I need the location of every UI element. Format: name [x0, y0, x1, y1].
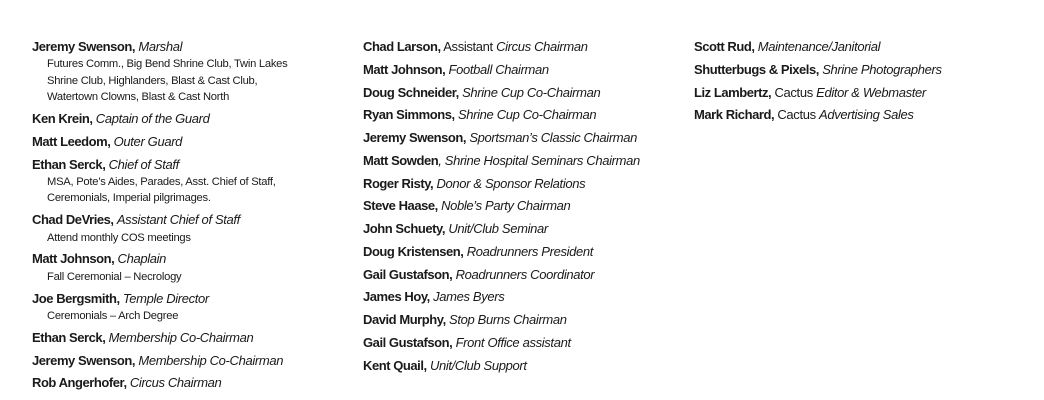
person-name: Matt Leedom,	[32, 133, 111, 149]
person-name: Jeremy Swenson,	[32, 39, 136, 54]
entry-line	[363, 128, 683, 147]
role-title: Advertising Sales	[819, 107, 914, 123]
roster-entry	[32, 37, 342, 106]
role-title: Shrine Cup Co-Chairman	[462, 84, 601, 100]
role-title: Assistant Chief of Staff	[116, 212, 240, 228]
role-title: Unit/Club Seminar	[448, 221, 548, 237]
role-title: Stop Burns Chairman	[449, 312, 567, 328]
roster-entry	[363, 128, 683, 147]
roster-entry	[363, 105, 683, 124]
role-title: Shrine Cup Co-Chairman	[457, 107, 597, 123]
roster-entry	[363, 174, 683, 193]
person-name: Chad Larson,	[363, 39, 441, 54]
entry-line	[363, 265, 683, 284]
entry-line	[694, 105, 1024, 124]
roster-column-1	[32, 37, 342, 396]
entry-line	[694, 60, 1024, 79]
entry-line	[32, 155, 342, 174]
person-name: Gail Gustafson,	[363, 334, 453, 350]
roster-entry	[32, 109, 342, 128]
entry-line	[32, 289, 342, 308]
role-title: James Byers	[433, 289, 505, 305]
person-name: Rob Angerhofer,	[32, 375, 127, 391]
role-title: Roadrunners Coordinator	[455, 266, 595, 282]
role-title: Sportsman’s Classic Chairman	[469, 130, 638, 146]
role-title: Front Office assistant	[455, 334, 571, 350]
roster-entry	[32, 249, 342, 285]
person-name: Mark Richard,	[694, 107, 775, 123]
roster-entry	[363, 219, 683, 238]
entry-line	[363, 333, 683, 352]
entry-line	[363, 60, 683, 79]
roster-entry	[694, 105, 1024, 124]
roster-entry	[363, 60, 683, 79]
role-title: Membership Co-Chairman	[138, 352, 284, 368]
person-name: Joe Bergsmith,	[32, 290, 120, 306]
roster-column-3	[694, 37, 1024, 128]
roster-entry	[363, 151, 683, 170]
entry-line	[32, 109, 342, 128]
entry-line	[32, 328, 342, 347]
roster-entry	[32, 132, 342, 151]
person-name: Gail Gustafson,	[363, 266, 453, 282]
role-prefix: Cactus	[777, 107, 816, 123]
entry-line	[363, 356, 683, 375]
role-duties: Futures Comm., Big Bend Shrine Club, Twin Lakes Shrine Club, Highlanders, Blast & Cast Club, Watertown Clowns, Blast & Cast North	[47, 58, 288, 104]
roster-entry	[363, 37, 683, 56]
entry-line	[363, 287, 683, 306]
roster-entry	[32, 289, 342, 325]
person-name: James Hoy,	[363, 289, 430, 305]
role-duties: Fall Ceremonial – Necrology	[47, 270, 182, 283]
person-name: Jeremy Swenson,	[32, 352, 136, 368]
roster-entry	[363, 333, 683, 352]
roster-entry	[694, 60, 1024, 79]
entry-line	[32, 210, 342, 229]
role-title: Captain of the Guard	[95, 111, 210, 127]
person-name: Doug Kristensen,	[363, 243, 464, 259]
person-name: Ethan Serck,	[32, 329, 106, 345]
roster-entry	[32, 351, 342, 370]
entry-line	[32, 37, 342, 56]
roster-entry	[363, 310, 683, 329]
entry-line	[32, 373, 342, 392]
role-duties: Ceremonials – Arch Degree	[47, 309, 179, 322]
roster-entry	[363, 287, 683, 306]
roster-entry	[363, 196, 683, 215]
person-name: Matt Sowden	[363, 152, 439, 168]
role-title: Membership Co-Chairman	[108, 329, 254, 345]
person-name: David Murphy,	[363, 312, 446, 328]
role-title: Circus Chairman	[129, 375, 222, 391]
person-name: Steve Haase,	[363, 198, 438, 214]
entry-line	[694, 37, 1024, 56]
entry-line	[363, 310, 683, 329]
role-title: , Shrine Hospital Seminars Chairman	[438, 152, 640, 168]
person-name: Matt Johnson,	[363, 61, 446, 77]
role-title: Maintenance/Janitorial	[757, 39, 881, 54]
roster-entry	[363, 242, 683, 261]
person-name: Shutterbugs & Pixels,	[694, 61, 819, 77]
person-name: Liz Lambertz,	[694, 84, 772, 100]
entry-line	[363, 174, 683, 193]
role-title: Editor & Webmaster	[816, 84, 926, 100]
role-duties: MSA, Pote’s Aides, Parades, Asst. Chief of Staff, Ceremonials, Imperial pilgrimages.	[47, 175, 276, 205]
role-title: Roadrunners President	[466, 243, 594, 259]
roster-entry	[32, 155, 342, 207]
entry-line	[363, 37, 683, 56]
role-title: Circus Chairman	[496, 39, 588, 54]
person-name: Jeremy Swenson,	[363, 130, 467, 146]
roster-entry	[32, 373, 342, 392]
person-name: Ryan Simmons,	[363, 107, 455, 123]
person-name: Chad DeVries,	[32, 212, 114, 228]
role-title: Chaplain	[117, 251, 167, 267]
person-name: Matt Johnson,	[32, 251, 115, 267]
entry-line	[363, 196, 683, 215]
person-name: Scott Rud,	[694, 39, 755, 54]
entry-line	[363, 105, 683, 124]
person-name: Ethan Serck,	[32, 156, 106, 172]
role-title: Shrine Photographers	[822, 61, 942, 77]
role-title: Noble’s Party Chairman	[441, 198, 571, 214]
entry-line	[32, 351, 342, 370]
person-name: Kent Quail,	[363, 357, 427, 373]
role-title: Chief of Staff	[108, 156, 179, 172]
entry-line	[32, 249, 342, 268]
role-title: Football Chairman	[448, 61, 549, 77]
person-name: Roger Risty,	[363, 175, 434, 191]
role-title: Marshal	[138, 39, 183, 54]
roster-entry	[363, 356, 683, 375]
person-name: John Schuety,	[363, 221, 446, 237]
entry-line	[363, 219, 683, 238]
roster-entry	[32, 328, 342, 347]
roster-entry	[363, 265, 683, 284]
role-prefix: Assistant	[443, 39, 493, 54]
entry-line	[32, 132, 342, 151]
entry-line	[694, 83, 1024, 102]
role-title: Donor & Sponsor Relations	[436, 175, 586, 191]
entry-line	[363, 242, 683, 261]
roster-entry	[694, 37, 1024, 56]
role-title: Outer Guard	[113, 133, 183, 149]
role-title: Unit/Club Support	[429, 357, 527, 373]
role-duties: Attend monthly COS meetings	[47, 231, 191, 244]
roster-entry	[694, 83, 1024, 102]
entry-line	[363, 83, 683, 102]
roster-column-2	[363, 37, 683, 378]
roster-entry	[363, 83, 683, 102]
role-prefix: Cactus	[774, 84, 813, 100]
roster-entry	[32, 210, 342, 246]
entry-line	[363, 151, 683, 170]
person-name: Doug Schneider,	[363, 84, 459, 100]
person-name: Ken Krein,	[32, 111, 93, 127]
role-title: Temple Director	[122, 290, 209, 306]
